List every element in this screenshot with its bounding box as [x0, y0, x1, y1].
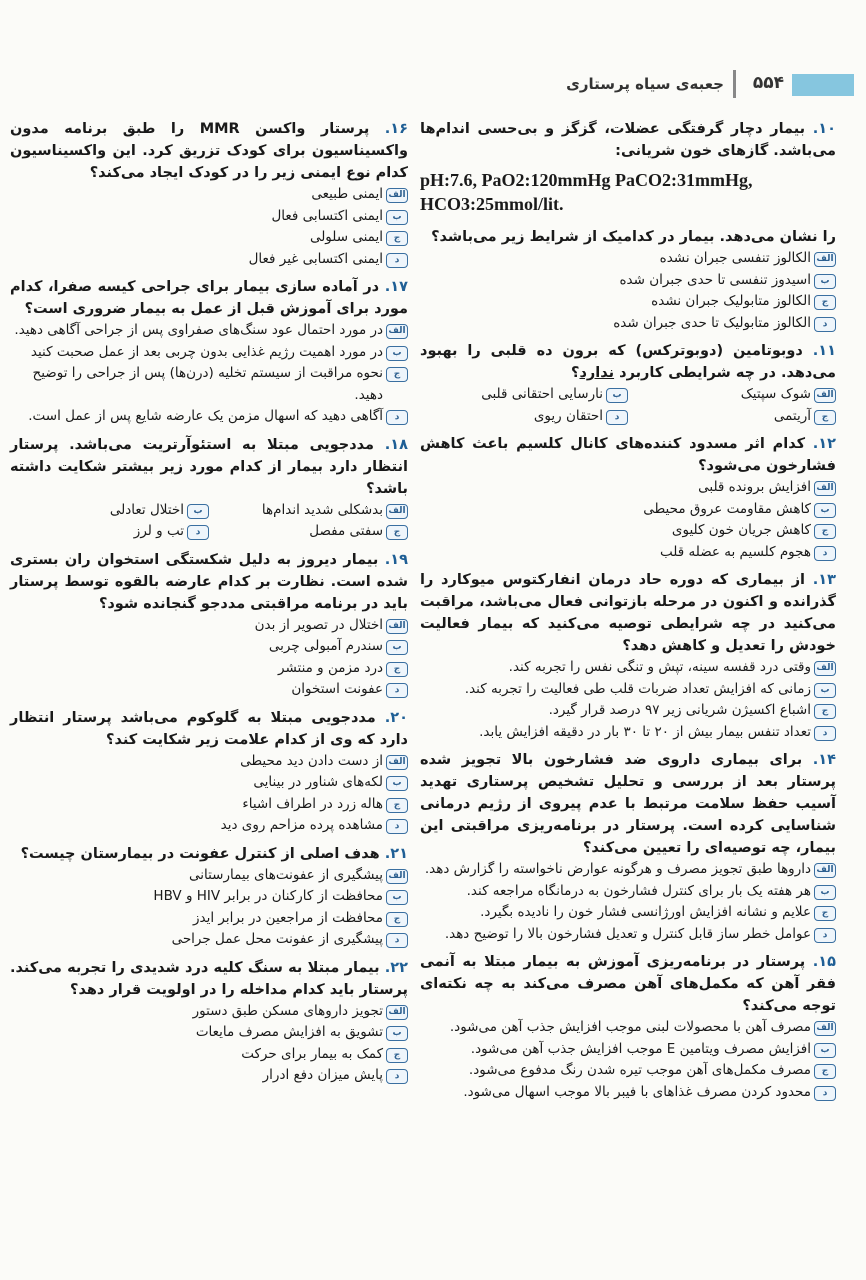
option-text: محافظت از کارکنان در برابر HIV و HBV — [153, 888, 383, 904]
option-text: اختلال تعادلی — [109, 501, 184, 518]
question-21 — [10, 843, 408, 951]
option-text: کاهش جریان خون کلیوی — [671, 522, 811, 538]
option-a[interactable] — [628, 384, 836, 406]
question-stem — [420, 118, 836, 162]
question-stem-continued: را نشان می‌دهد. بیمار در کدامیک از شرایط زیر می‌باشد؟ — [431, 229, 836, 245]
option-text: سفتی مفصل — [309, 523, 383, 539]
option-badge-icon: د — [386, 253, 408, 268]
option-badge-icon: الف — [386, 619, 408, 634]
question-19 — [10, 549, 408, 701]
option-c[interactable] — [420, 902, 836, 924]
stem-text: از بیماری که دوره حاد درمان انفارکتوس میوکارد را گذرانده و اکنون در مرحله بازتوانی فعال می‌باشد، مراقبت می‌کنید در چه شرایطی توصیه می‌کنید که بیمار فعالیت خودش را تعدیل و کاهش دهد؟ — [420, 572, 836, 654]
option-badge-icon: د — [386, 819, 408, 834]
question-number: ۱۴. — [812, 752, 836, 768]
option-badge-icon: ج — [386, 367, 408, 382]
stem-emphasis: ندارد — [579, 365, 615, 381]
option-badge-icon: ج — [386, 912, 408, 927]
option-text: الکالوز متابولیک تا حدی جبران شده — [613, 314, 811, 331]
stem-text: پرستار در برنامه‌ریزی آموزش به بیمار مبتلا به آنمی فقر آهن که مکمل‌های آهن مصرف می‌کند به چه نکته‌ای توجه می‌کند؟ — [420, 954, 836, 1014]
option-a[interactable] — [420, 248, 836, 270]
option-text: آگاهی دهید که اسهال مزمن یک عارضه شایع پس از عمل است. — [28, 408, 383, 424]
question-11 — [420, 340, 836, 427]
page-number: ۵۵۴ — [752, 73, 784, 93]
option-text: الکالوز تنفسی جبران نشده — [659, 250, 811, 266]
option-a[interactable] — [10, 320, 408, 342]
question-stem — [420, 569, 836, 657]
question-number: ۱۰. — [812, 121, 836, 137]
question-stem — [420, 749, 836, 859]
option-text: افزایش مصرف ویتامین E موجب افزایش جذب آهن می‌شود. — [470, 1040, 811, 1057]
option-badge-icon: الف — [814, 252, 836, 267]
option-text: محدود کردن مصرف غذاهای با فیبر بالا موجب اسهال می‌شود. — [463, 1083, 811, 1100]
stem-text: در آماده سازی بیمار برای جراحی کیسه صفرا، کدام مورد برای آموزش قبل از عمل به بیمار ضروری است؟ — [10, 279, 408, 317]
option-text: سندرم آمبولی چربی — [268, 638, 383, 654]
question-stem — [10, 957, 408, 1001]
question-14 — [420, 749, 836, 945]
option-b[interactable] — [420, 499, 836, 521]
option-text: کمک به بیمار برای حرکت — [241, 1045, 383, 1062]
option-b[interactable] — [420, 881, 836, 903]
lab-values-line-1: pH:7.6, PaO2:120mmHg PaCO2:31mmHg, — [420, 170, 753, 190]
option-text: عوامل خطر ساز قابل کنترل و تعدیل فشارخون بالا را توضیح دهد. — [444, 925, 811, 942]
stem-text: بیمار دیروز به دلیل شکستگی استخوان ران بستری شده است. نظارت بر کدام عارضه بالقوه توسط پرستار باید در برنامه مراقبتی مددجو گنجانده شود؟ — [10, 551, 408, 612]
option-text: کاهش مقاومت عروق محیطی — [643, 500, 811, 517]
option-a[interactable] — [420, 657, 836, 679]
option-badge-icon: ج — [386, 231, 408, 246]
option-text: تب و لرز — [133, 523, 184, 539]
option-badge-icon: د — [187, 525, 209, 540]
question-20 — [10, 707, 408, 837]
option-badge-icon: د — [814, 928, 836, 943]
option-b[interactable] — [420, 1039, 836, 1061]
question-13 — [420, 569, 836, 743]
option-text: احتقان ریوی — [533, 407, 603, 424]
question-stem — [420, 340, 836, 384]
option-badge-icon: الف — [386, 1005, 408, 1020]
option-c[interactable] — [10, 363, 408, 406]
option-badge-icon: الف — [814, 1021, 836, 1036]
question-stem — [10, 549, 408, 615]
option-text: مصرف مکمل‌های آهن موجب تیره شدن رنگ مدفوع می‌شود. — [468, 1062, 811, 1078]
option-a[interactable] — [420, 859, 836, 881]
option-b[interactable] — [10, 772, 408, 794]
option-badge-icon: د — [386, 1069, 408, 1084]
option-text: پیشگیری از عفونت‌های بیمارستانی — [188, 866, 383, 883]
option-text: درد مزمن و منتشر — [278, 659, 383, 676]
option-badge-icon: ب — [814, 885, 836, 900]
question-number: ۱۷. — [384, 279, 408, 295]
option-badge-icon: الف — [814, 661, 836, 676]
option-b[interactable] — [10, 500, 209, 522]
option-c[interactable] — [10, 1044, 408, 1066]
option-badge-icon: د — [814, 317, 836, 332]
stem-text: بیمار دچار گرفتگی عضلات، گزگز و بی‌حسی اندام‌ها می‌باشد. گازهای خون شریانی: — [420, 121, 836, 159]
option-badge-icon: ب — [386, 1026, 408, 1041]
question-number: ۱۶. — [384, 121, 408, 137]
option-d[interactable] — [10, 249, 408, 271]
header-divider — [733, 70, 736, 98]
question-number: ۱۸. — [384, 436, 408, 453]
stem-text: مددجویی مبتلا به گلوکوم می‌باشد پرستار انتظار دارد که وی از کدام علامت زیر شکایت کند؟ — [10, 709, 408, 748]
option-a[interactable] — [10, 865, 408, 887]
question-stem — [10, 118, 408, 184]
option-d[interactable] — [420, 542, 836, 564]
option-d[interactable] — [420, 406, 628, 428]
option-d[interactable] — [420, 1082, 836, 1104]
option-b[interactable] — [420, 270, 836, 292]
question-number: ۲۰. — [384, 709, 408, 726]
option-text: هجوم کلسیم به عضله قلب — [660, 543, 811, 560]
option-b[interactable] — [10, 636, 408, 658]
option-badge-icon: ج — [386, 525, 408, 540]
option-text: مصرف آهن با محصولات لبنی موجب افزایش جذب آهن می‌شود. — [449, 1019, 811, 1035]
question-stem — [10, 707, 408, 751]
option-badge-icon: ج — [814, 524, 836, 539]
option-text: محافظت از مراجعین در برابر ایدز — [192, 909, 383, 926]
option-badge-icon: الف — [814, 863, 836, 878]
option-badge-icon: الف — [386, 504, 408, 519]
options-row-1 — [420, 384, 836, 406]
option-text: ایمنی طبیعی — [311, 186, 383, 202]
option-badge-icon: ب — [814, 503, 836, 518]
option-text: علایم و نشانه افزایش اورژانسی فشار خون را نادیده بگیرد. — [480, 904, 811, 920]
option-badge-icon: الف — [386, 188, 408, 203]
book-title: جعبه‌ی سیاه پرستاری — [566, 75, 724, 93]
option-a[interactable] — [420, 1017, 836, 1039]
stem-text: کدام اثر مسدود کننده‌های کانال کلسیم باعث کاهش فشارخون می‌شود؟ — [420, 436, 836, 474]
option-text: نارسایی احتقانی قلبی — [481, 386, 603, 402]
option-badge-icon: د — [814, 1086, 836, 1101]
option-c[interactable] — [628, 406, 836, 428]
options-row-2 — [420, 406, 836, 428]
stem-text: بیمار مبتلا به سنگ کلیه درد شدیدی را تجربه می‌کند. پرستار باید کدام مداخله را در اولویت قرار دهد؟ — [10, 959, 408, 998]
option-b[interactable] — [420, 679, 836, 701]
option-b[interactable] — [10, 1022, 408, 1044]
option-badge-icon: ب — [814, 683, 836, 698]
option-text: پیشگیری از عفونت محل عمل جراحی — [171, 931, 383, 947]
option-c[interactable] — [209, 521, 408, 543]
option-b[interactable] — [10, 886, 408, 908]
option-text: وقتی درد قفسه سینه، تپش و تنگی نفس را تجربه کند. — [508, 659, 811, 675]
option-c[interactable] — [10, 794, 408, 816]
option-text: افزایش برونده قلبی — [698, 479, 811, 495]
option-badge-icon: ب — [187, 504, 209, 519]
stem-end: ؟ — [571, 365, 580, 381]
question-number: ۱۵. — [812, 954, 836, 970]
option-badge-icon: د — [606, 410, 628, 425]
option-badge-icon: ب — [386, 346, 408, 361]
option-text: اشباع اکسیژن شریانی زیر ۹۷ درصد قرار گیرد. — [548, 702, 811, 718]
option-c[interactable] — [420, 291, 836, 313]
option-text: هر هفته یک بار برای کنترل فشارخون به درمانگاه مراجعه کند. — [466, 882, 811, 899]
question-16 — [10, 118, 408, 270]
option-d[interactable] — [10, 815, 408, 837]
option-badge-icon: ج — [386, 798, 408, 813]
question-number: ۱۳. — [812, 572, 836, 588]
option-badge-icon: ب — [814, 1043, 836, 1058]
page-header — [0, 72, 866, 96]
question-12 — [420, 433, 836, 563]
option-text: الکالوز متابولیک جبران نشده — [651, 293, 811, 309]
option-badge-icon: الف — [814, 481, 836, 496]
option-text: زمانی که افزایش تعداد ضربات قلب طی فعالیت را تجربه کند. — [464, 680, 811, 697]
option-c[interactable] — [10, 658, 408, 680]
option-text: تجویز داروهای مسکن طبق دستور — [192, 1002, 383, 1019]
option-d[interactable] — [10, 679, 408, 701]
option-text: عفونت استخوان — [291, 681, 383, 697]
option-d[interactable] — [10, 521, 209, 543]
option-badge-icon: ب — [386, 210, 408, 225]
option-badge-icon: ب — [386, 776, 408, 791]
option-badge-icon: ج — [814, 1064, 836, 1079]
option-text: پایش میزان دفع ادرار — [262, 1067, 383, 1083]
option-c[interactable] — [420, 1060, 836, 1082]
question-stem — [10, 276, 408, 320]
header-accent-bar — [792, 74, 854, 96]
option-badge-icon: الف — [814, 388, 836, 403]
option-text: ایمنی اکتسابی غیر فعال — [248, 250, 383, 267]
option-badge-icon: د — [386, 410, 408, 425]
question-number: ۱۲. — [812, 436, 836, 452]
question-stem — [10, 434, 408, 500]
question-stem — [10, 843, 408, 865]
option-badge-icon: ب — [606, 388, 628, 403]
option-text: اسیدوز تنفسی تا حدی جبران شده — [619, 271, 811, 288]
question-10 — [420, 118, 836, 334]
question-stem — [420, 433, 836, 477]
option-text: آریتمی — [773, 407, 811, 424]
options-row-1 — [10, 500, 408, 522]
question-number: ۱۹. — [384, 551, 408, 568]
left-column — [10, 118, 408, 1093]
stem-text: برای بیماری داروی ضد فشارخون بالا تجویز شده پرستار بعد از بررسی و تحلیل تشخیص پرستاری تهدید آسیب حفظ سلامت مرتبط با عدم پیروی از رژیم درمانی شناسایی کرده است. پرستار در برنامه‌ریزی مراقبتی این بیمار، چه توصیه‌ای را تعیین می‌کند؟ — [420, 752, 836, 856]
option-a[interactable] — [10, 751, 408, 773]
stem-text: پرستار واکسن MMR را طبق برنامه مدون واکسیناسیون برای کودک تزریق کرد. این واکسیناسیون کدام نوع ایمنی زیر را در کودک ایجاد می‌کند؟ — [10, 121, 408, 181]
option-text: داروها طبق تجویز مصرف و هرگونه عوارض ناخواسته را گزارش دهد. — [424, 861, 811, 877]
option-text: در مورد اهمیت رژیم غذایی بدون چربی بعد از عمل صحبت کنید — [30, 343, 383, 360]
option-c[interactable] — [420, 520, 836, 542]
question-number: ۱۱. — [812, 343, 836, 359]
question-number: ۲۲. — [384, 959, 408, 976]
option-text: از دست دادن دید محیطی — [240, 752, 383, 769]
option-text: ایمنی سلولی — [309, 229, 383, 245]
right-column — [420, 118, 836, 1109]
stem-text: هدف اصلی از کنترل عفونت در بیمارستان چیست؟ — [20, 845, 380, 862]
option-d[interactable] — [420, 722, 836, 744]
option-badge-icon: ب — [386, 640, 408, 655]
question-18 — [10, 434, 408, 543]
option-badge-icon: ب — [386, 890, 408, 905]
option-badge-icon: د — [386, 933, 408, 948]
options-row-2 — [10, 521, 408, 543]
option-c[interactable] — [10, 908, 408, 930]
lab-values-line-2: HCO3:25mmol/lit. — [420, 194, 564, 214]
option-a[interactable] — [10, 615, 408, 637]
lab-values — [420, 168, 836, 216]
option-text: نحوه مراقبت از سیستم تخلیه (درن‌ها) پس از جراحی را توضیح دهید. — [32, 365, 383, 403]
option-badge-icon: ج — [386, 1048, 408, 1063]
option-a[interactable] — [420, 477, 836, 499]
option-badge-icon: د — [386, 683, 408, 698]
option-a[interactable] — [10, 184, 408, 206]
option-d[interactable] — [10, 929, 408, 951]
option-badge-icon: ج — [386, 662, 408, 677]
option-badge-icon: ج — [814, 906, 836, 921]
option-d[interactable] — [10, 406, 408, 428]
option-text: مشاهده پرده مزاحم روی دید — [220, 817, 383, 833]
option-c[interactable] — [420, 700, 836, 722]
option-text: هاله زرد در اطراف اشیاء — [242, 795, 383, 812]
option-text: بدشکلی شدید اندام‌ها — [261, 501, 383, 518]
option-d[interactable] — [420, 924, 836, 946]
question-15 — [420, 951, 836, 1103]
option-text: در مورد احتمال عود سنگ‌های صفراوی پس از جراحی آگاهی دهید. — [14, 322, 383, 338]
stem-text: دوبوتامین (دوبوترکس) که برون ده قلبی را بهبود می‌دهد. در چه شرایطی کاربرد — [420, 343, 836, 381]
option-text: شوک سپتیک — [740, 386, 811, 402]
question-number: ۲۱. — [384, 845, 408, 862]
question-22 — [10, 957, 408, 1087]
option-a[interactable] — [209, 500, 408, 522]
option-badge-icon: الف — [386, 755, 408, 770]
option-text: تشویق به افزایش مصرف مایعات — [195, 1024, 383, 1040]
option-badge-icon: ج — [814, 295, 836, 310]
option-text: اختلال در تصویر از بدن — [254, 616, 383, 633]
option-badge-icon: الف — [386, 324, 408, 339]
option-b[interactable] — [420, 384, 628, 406]
option-c[interactable] — [10, 227, 408, 249]
option-badge-icon: الف — [386, 869, 408, 884]
option-badge-icon: ب — [814, 274, 836, 289]
option-a[interactable] — [10, 1001, 408, 1023]
option-b[interactable] — [10, 206, 408, 228]
question-17 — [10, 276, 408, 428]
option-b[interactable] — [10, 342, 408, 364]
option-badge-icon: د — [814, 726, 836, 741]
option-d[interactable] — [10, 1065, 408, 1087]
option-badge-icon: ج — [814, 704, 836, 719]
option-badge-icon: ج — [814, 410, 836, 425]
option-badge-icon: د — [814, 546, 836, 561]
question-stem — [420, 951, 836, 1017]
option-text: تعداد تنفس بیمار بیش از ۲۰ تا ۳۰ بار در دقیقه افزایش یابد. — [479, 723, 811, 740]
option-text: ایمنی اکتسابی فعال — [271, 207, 383, 224]
option-text: لکه‌های شناور در بینایی — [253, 774, 383, 790]
option-d[interactable] — [420, 313, 836, 335]
stem-text: مددجویی مبتلا به استئوآرتریت می‌باشد. پرستار انتظار دارد بیمار از کدام مورد زیر بیشتر شکایت داشته باشد؟ — [10, 436, 408, 497]
